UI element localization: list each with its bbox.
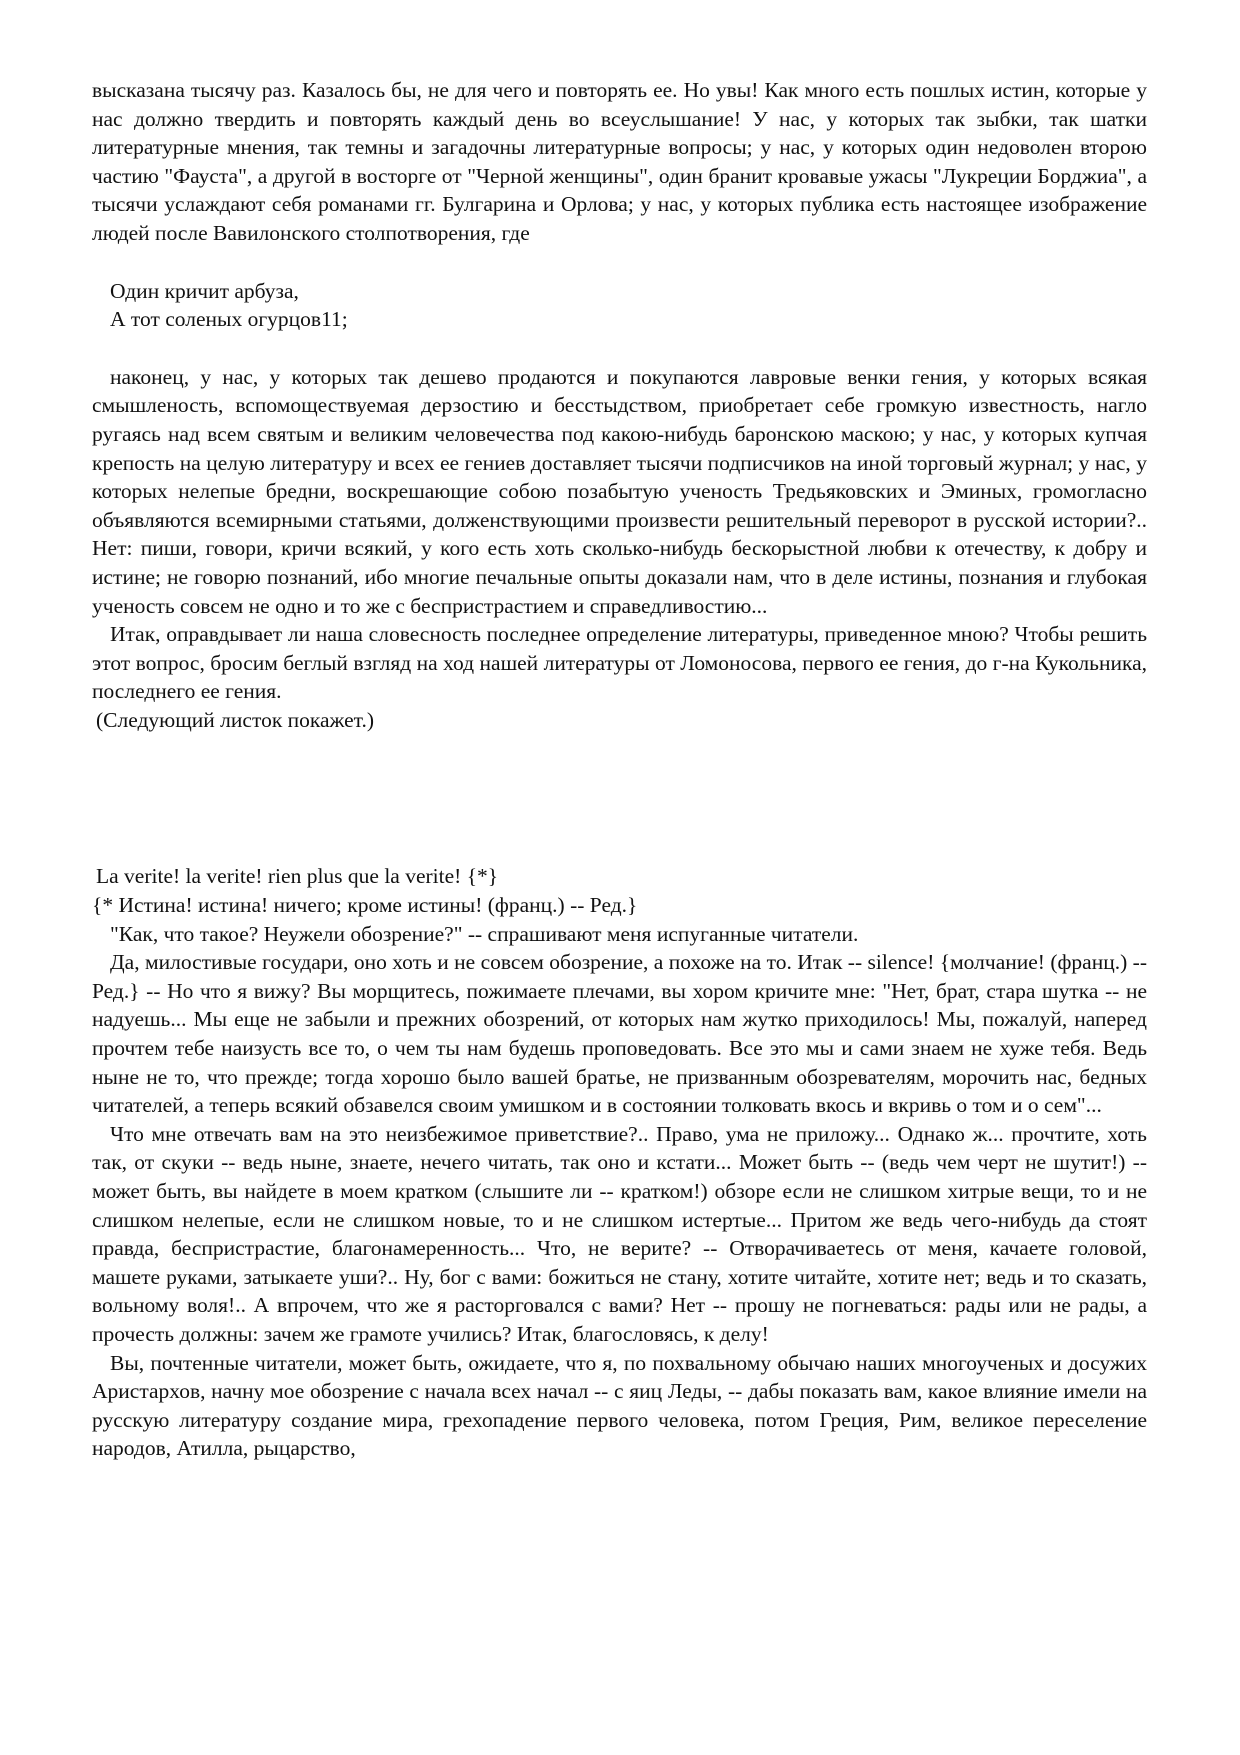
paragraph-readers-question: "Как, что такое? Неужели обозрение?" -- спрашивают меня испуганные читатели. (110, 921, 859, 946)
paragraph-silence: Да, милостивые государи, оно хоть и не совсем обозрение, а похоже на то. Итак -- silence! {молчание! (франц.) -- Ред.} -- Но что я вижу? Вы морщитесь, пожимаете плечами, вы хором кричите мне: "Нет, брат, стара шутка -- не надуешь... Мы еще не забыли и прежних обозрений, от которых нам жутко приходилось! Мы, пожалуй, наперед прочтем тебе наизусть все то, о чем ты нам будешь проповедовать. Все это мы и сами знаем не хуже тебя. Ведь ныне не то, что прежде; тогда хорошо было вашей братье, не призванным обозревателям, морочить нас, бедных читателей, а теперь всякий обзавелся своим умишком и в состоянии толковать вкось и вкривь о том и о сем"... (92, 950, 1147, 1118)
continuation-note: (Следующий листок покажет.) (96, 707, 374, 732)
page-text (92, 76, 1147, 1463)
paragraph-final: Вы, почтенные читатели, может быть, ожидаете, что я, по похвальному обычаю наших многоученых и досужих Аристархов, начну мое обозрение с начала всех начал -- с яиц Леды, -- дабы показать вам, какое влияние имели на русскую литературу создание мира, грехопадение первого человека, потом Греция, Рим, великое переселение народов, Атилла, рыцарство, (92, 1350, 1147, 1461)
section-gap (92, 734, 1147, 862)
verse-line-2: А тот соленых огурцов11; (110, 307, 348, 332)
verse-line-1: Один кричит арбуза, (110, 278, 299, 303)
epigraph: La verite! la verite! rien plus que la verite! {*} (96, 864, 499, 889)
paragraph-reply: Что мне отвечать вам на это неизбежимое приветствие?.. Право, ума не приложу... Однако ж... прочтите, хоть так, от скуки -- ведь ныне, знаете, нечего читать, так оно и кстати... Может быть -- (ведь чем черт не шутит!) -- может быть, вы найдете в моем кратком (слышите ли -- кратком!) обзоре если не слишком хитрые вещи, то и не слишком нелепые, если не слишком новые, то и не слишком истертые... Притом же ведь чего-нибудь да стоят правда, беспристрастие, благонамеренность... Что, не верите? -- Отворачиваетесь от меня, качаете головой, машете руками, затыкаете уши?.. Ну, бог с вами: божиться не стану, хотите читайте, хотите нет; ведь и то сказать, вольному воля!.. А впрочем, что же я расторговался с вами? Нет -- прошу не погневаться: рады или не рады, а прочесть должны: зачем же грамоте учились? Итак, благословясь, к делу! (92, 1121, 1147, 1346)
paragraph-opening: высказана тысячу раз. Казалось бы, не для чего и повторять ее. Но увы! Как много есть пошлых истин, которые у нас должно твердить и повторять каждый день во всеуслышание! У нас, у которых так зыбки, так шатки литературные мнения, так темны и загадочны литературные вопросы; у нас, у которых один недоволен второю частию "Фауста", а другой в восторге от "Черной женщины", один бранит кровавые ужасы "Лукреции Борджиа", а тысячи услаждают себя романами гг. Булгарина и Орлова; у нас, у которых публика есть настоящее изображение людей после Вавилонского столпотворения, где (92, 78, 1147, 245)
verse-quote (92, 277, 1147, 334)
paragraph-after-verse: наконец, у нас, у которых так дешево продаются и покупаются лавровые венки гения, у которых всякая смышленость, вспомоществуемая дерзостию и бесстыдством, приобретает себе громкую известность, нагло ругаясь над всем святым и великим человечества под какою-нибудь баронскою маскою; у нас, у которых купчая крепость на целую литературу и всех ее гениев доставляет тысячи подписчиков на иной торговый журнал; у нас, у которых нелепые бредни, воскрешающие собою позабытую ученость Тредьяковских и Эминых, громогласно объявляются всемирными статьями, долженствующими произвести решительный переворот в русской истории?.. Нет: пиши, говори, кричи всякий, у кого есть хоть сколько-нибудь бескорыстной любви к отечеству, к добру и истине; не говорю познаний, ибо многие печальные опыты доказали нам, что в деле истины, познания и глубокая ученость совсем не одно и то же с беспристрастием и справедливостию... (92, 364, 1147, 618)
epigraph-translation: {* Истина! истина! ничего; кроме истины! (франц.) -- Ред.} (92, 893, 638, 918)
paragraph-question: Итак, оправдывает ли наша словесность последнее определение литературы, приведенное мною? Чтобы решить этот вопрос, бросим беглый взгляд на ход нашей литературы от Ломоносова, первого ее гения, до г-на Кукольника, последнего ее гения. (92, 622, 1147, 704)
